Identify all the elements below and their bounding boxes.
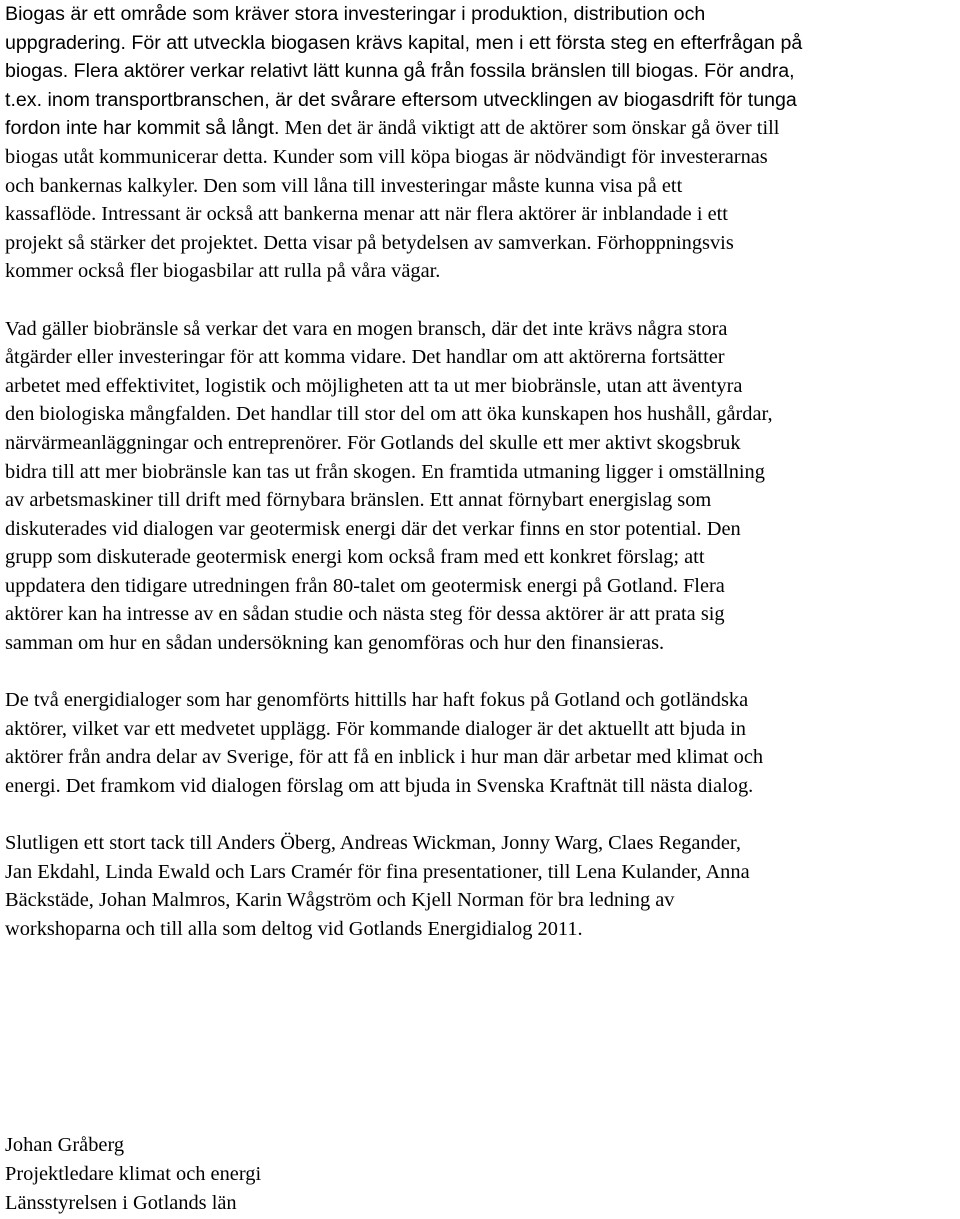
- paragraph-biogas: [5, 0, 955, 286]
- signature-title: Projektledare klimat och energi: [5, 1163, 262, 1185]
- document-body: [5, 0, 955, 944]
- paragraph-biogas-rest: Men det är ändå viktigt att de aktörer som önskar gå över till biogas utåt kommunicerar detta. Kunder som vill köpa biogas är nödvändigt för investerarnas och bankernas kalkyler. Den som vill låna till investeringar måste kunna visa på ett kassaflöde. Intressant är också att bankerna menar att när flera aktörer är inblandade i ett projekt så stärker det projektet. Detta visar på betydelsen av samverkan. Förhoppningsvis kommer också fler biogasbilar att rulla på våra vägar.: [5, 117, 780, 283]
- paragraph-biobransle: Vad gäller biobränsle så verkar det vara en mogen bransch, där det inte krävs några stora åtgärder eller investeringar för att komma vidare. Det handlar om att aktörerna fortsätter arbetet med effektivitet, logistik och möjligheten att ta ut mer biobränsle, utan att äventyra den biologiska mångfalden. Det handlar till stor del om att öka kunskapen hos hushåll, gårdar, närvärmeanläggningar och entreprenörer. För Gotlands del skulle ett mer aktivt skogsbruk bidra till att mer biobränsle kan tas ut från skogen. En framtida utmaning ligger i omställning av arbetsmaskiner till drift med förnybara bränslen. Ett annat förnybart energislag som diskuterades vid dialogen var geotermisk energi där det verkar finns en stor potential. Den grupp som diskuterade geotermisk energi kom också fram med ett konkret förslag; att uppdatera den tidigare utredningen från 80-talet om geotermisk energi på Gotland. Flera aktörer kan ha intresse av en sådan studie och nästa steg för dessa aktörer är att prata sig samman om hur en sådan undersökning kan genomföras och hur den finansieras.: [5, 317, 773, 655]
- paragraph-biogas-intro: Biogas är ett område som kräver stora investeringar i produktion, distribution och uppgradering. För att utveckla biogasen krävs kapital, men i ett första steg en efterfrågan på biogas. Flera aktörer verkar relativt lätt kunna gå från fossila bränslen till biogas. För andra, t.ex. inom transportbranschen, är det svårare eftersom utvecklingen av biogasdrift för tunga fordon inte har kommit så långt.: [5, 3, 803, 140]
- paragraph-energidialoger: De två energidialoger som har genomförts hittills har haft fokus på Gotland och gotländska aktörer, vilket var ett medvetet upplägg. För kommande dialoger är det aktuellt att bjuda in aktörer från andra delar av Sverige, för att få en inblick i hur man där arbetar med klimat och energi. Det framkom vid dialogen förslag om att bjuda in Svenska Kraftnät till nästa dialog.: [5, 689, 764, 798]
- signature-organization: Länsstyrelsen i Gotlands län: [5, 1192, 237, 1214]
- paragraph-gap: [5, 801, 955, 830]
- signature-block: [5, 1131, 261, 1218]
- signature-name: Johan Gråberg: [5, 1134, 125, 1156]
- paragraph-gap: [5, 658, 955, 687]
- paragraph-tack: Slutligen ett stort tack till Anders Öberg, Andreas Wickman, Jonny Warg, Claes Regander, Jan Ekdahl, Linda Ewald och Lars Cramér för fina presentationer, till Lena Kulander, Anna Bäckstäde, Johan Malmros, Karin Wågström och Kjell Norman för bra ledning av workshoparna och till alla som deltog vid Gotlands Energidialog 2011.: [5, 832, 750, 940]
- paragraph-gap: [5, 286, 955, 315]
